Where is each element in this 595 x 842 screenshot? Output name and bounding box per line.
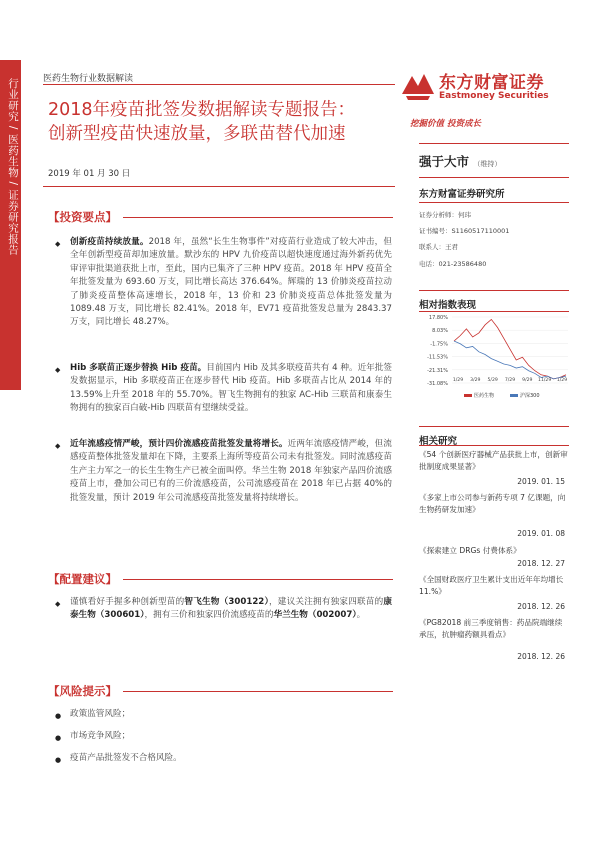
legend-label: 医药生物 [474, 393, 495, 399]
org-divider [419, 202, 569, 203]
related-item[interactable]: 《PG82018 前三季度销售：药品院端继续承压，抗肿瘤药额具看点》 [419, 618, 563, 639]
header-divider [43, 84, 395, 85]
related-under [419, 445, 569, 446]
title-line-1: 2018年疫苗批签发数据解读专题报告： [48, 100, 356, 120]
bullet-icon: ● [55, 734, 62, 742]
company-logo [398, 64, 558, 122]
report-title [48, 98, 393, 146]
config-text: ，建议关注拥有独家四联苗的 [269, 597, 384, 607]
section-risk-header [48, 682, 393, 700]
config-text: ，拥有三价和独家四价流感疫苗的 [144, 610, 274, 621]
industry-rating [419, 152, 501, 170]
related-title: 相关研究 [419, 436, 458, 447]
logo-mark-icon [398, 68, 438, 102]
invest-point-lead: 创新疫苗持续放量。 [70, 237, 149, 247]
logo-slogan: 挖掘价值 投资成长 [410, 119, 481, 129]
invest-point-lead: 近年流感疫情严峻，预计四价流感疫苗批签发量将增长。 [70, 439, 288, 449]
related-date: 2019. 01. 15 [517, 477, 565, 486]
risk-item: 政策监管风险； [70, 709, 131, 719]
legend-swatch [464, 394, 472, 397]
section-config-title: 【配置建议】 [48, 570, 123, 588]
risk-item: 疫苗产品批签发不合格风险。 [70, 753, 182, 763]
perf-title: 相对指数表现 [419, 300, 477, 311]
sidebar-label: 行业研究 / 医药生物 / 证券研究报告 [7, 78, 19, 256]
invest-point-lead: Hib 多联苗正逐步替换 Hib 疫苗。 [70, 363, 207, 373]
x-tick-label: 5/29 [487, 378, 498, 383]
x-tick-label: 11/29 [538, 378, 552, 383]
bullet-icon: ◆ [55, 442, 61, 450]
x-tick-label: 1/29 [556, 378, 568, 383]
analyst-cert: 证书编号：S1160517110001 [419, 227, 510, 235]
title-line-2: 创新型疫苗快速放量，多联苗替代加速 [48, 124, 346, 144]
x-tick-label: 1/29 [452, 378, 464, 383]
legend-swatch [510, 394, 518, 397]
related-date: 2019. 01. 08 [517, 529, 565, 538]
y-tick-label: -11.53% [427, 354, 448, 361]
relative-performance-chart [418, 313, 570, 403]
rating-sub: （维持） [473, 160, 502, 168]
bullet-icon: ● [55, 756, 62, 764]
report-date: 2019 年 01 月 30 日 [48, 169, 131, 179]
x-tick-label: 9/29 [522, 378, 533, 383]
logo-cn: 东方财富证券 [439, 73, 544, 93]
logo-en: Eastmoney Securities [439, 91, 549, 101]
legend-label: 沪深300 [520, 393, 540, 399]
x-tick-label: 3/29 [470, 378, 481, 383]
related-divider [419, 426, 569, 427]
bullet-icon: ● [55, 712, 62, 720]
series-line-1 [454, 341, 566, 379]
section-config-header [48, 570, 393, 588]
related-date: 2018. 12. 26 [517, 602, 565, 611]
stock-hualan: 华兰生物（002007） [273, 610, 357, 621]
related-item[interactable]: 《多家上市公司参与新药专项 7 亿课题，向生物药研发加速》 [419, 493, 566, 514]
invest-point-text: 近两年流感疫情严峻，但流感疫苗整体批签发量却在下降，主要系上海所等疫苗公司未有批签发。同时流感疫苗生产主力军之一的长生生物生产已被全面叫停。华兰生物 2018 年独家产品四价流感疫苗上市，叠加公司已有的三价流感疫苗，公司流感疫苗在 2018 年已占据 40%的批签发量，预计 2019 年公司流感疫苗批签发量将持续增长。 [70, 439, 392, 503]
config-point [70, 596, 392, 623]
invest-point-text: 2018 年，虽然“长生生物事件”对疫苗行业造成了较大冲击，但全年创新型疫苗却加速放量。默沙东的 HPV 九价疫苗以超快速度通过海外新药优先审评审批渠道获批上市，至此，国内已集齐了三种 HPV 疫苗。2018 年 HPV 疫苗全年批签发量为 693.60 万支，同比增长高达 376.64%。辉瑞的 13 价肺炎疫苗拉动了肺炎疫苗整体高速增长，2018 年，13 价和 23 价肺炎疫苗总体批签发量为 1089.48 万支，同比增长 82.41%。2018 年，EV71 疫苗批签发总量为 2843.37 万支，同比增长 48.27%。 [70, 237, 392, 328]
section-invest-title: 【投资要点】 [48, 208, 123, 226]
related-item[interactable]: 《探索建立 DRGs 付费体系》 [419, 546, 521, 555]
contact-phone: 电话：021-23586480 [419, 260, 487, 268]
stock-zhifei: 智飞生物（300122） [184, 597, 269, 607]
config-text: 。 [356, 610, 366, 621]
x-tick-label: 7/29 [504, 378, 516, 383]
rating-label: 强于大市 [419, 154, 470, 169]
y-tick-label: -1.75% [430, 341, 448, 348]
y-tick-label: -31.08% [427, 381, 448, 387]
y-tick-label: -21.31% [427, 367, 448, 374]
contact-name: 联系人：王君 [419, 243, 458, 251]
invest-point-2 [70, 362, 392, 416]
invest-point-text: 目前国内 Hib 及其多联疫苗共有 4 种。近年批签发数据显示，Hib 多联疫苗正在逐步替代 Hib 疫苗。Hib 多联苗占比从 2014 年的 13.59%上升至 2018 年的 55.70%。智飞生物拥有的独家 AC-Hib 三联苗和康泰生物拥有的独家百白破-Hib 四联苗有望继续受益。 [70, 363, 392, 414]
invest-point-3 [70, 438, 392, 505]
perf-under [419, 311, 569, 312]
related-item[interactable]: 《54 个创新医疗器械产品获批上市，创新审批制度成果显著》 [419, 450, 568, 471]
related-item[interactable]: 《全国财政医疗卫生累计支出近年年均增长 11.%》 [419, 575, 564, 596]
section-risk-title: 【风险提示】 [48, 682, 123, 700]
right-top-divider [419, 143, 569, 144]
research-org: 东方财富证券研究所 [419, 189, 505, 200]
invest-point-1 [70, 236, 392, 330]
stock-kangtai: 康泰生物（300601） [70, 597, 393, 621]
config-text: 谨慎看好手握多种创新型苗的 [70, 597, 185, 607]
bullet-icon: ◆ [55, 240, 61, 248]
title-divider [43, 186, 395, 187]
analyst-name: 证券分析师：何玮 [419, 211, 471, 219]
related-date: 2018. 12. 27 [517, 559, 565, 568]
y-tick-label: 17.80% [428, 315, 448, 321]
section-invest-header [48, 208, 393, 226]
risk-item: 市场竞争风险； [70, 731, 131, 741]
rating-divider [419, 177, 569, 178]
report-category: 医药生物行业数据解读 [43, 74, 134, 84]
perf-divider [419, 290, 569, 291]
bullet-icon: ◆ [55, 600, 61, 608]
y-tick-label: 8.03% [432, 328, 448, 335]
bullet-icon: ◆ [55, 366, 61, 374]
related-date: 2018. 12. 26 [517, 652, 565, 661]
